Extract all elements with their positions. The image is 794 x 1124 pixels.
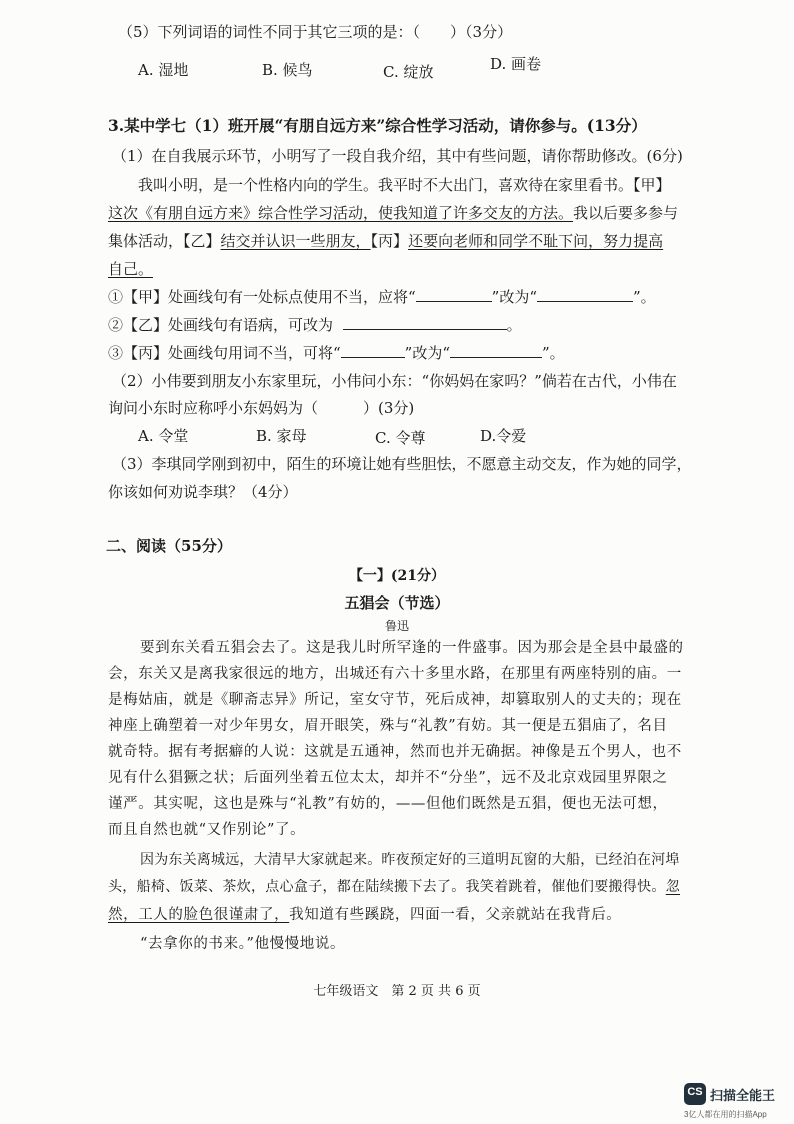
passage-line-3: 是梅姑庙，就是《聊斋志异》所记，室女守节，死后成神，却篡取别人的丈夫的；现在 bbox=[108, 692, 682, 708]
underlined-sentence-yi: 结交并认识一些朋友， bbox=[220, 232, 371, 250]
underlined-sentence-jia: 这次《有朋自远方来》综合性学习活动，使我知道了许多交友的方法。 bbox=[108, 204, 574, 222]
q5-option-a: A. 湿地 bbox=[138, 61, 189, 79]
passage-line-1: 要到东关看五猖会去了。这是我儿时所罕逢的一件盛事。因为那会是全县中最盛的 bbox=[140, 640, 684, 656]
passage-line-12: “去拿你的书来。”他慢慢地说。 bbox=[140, 936, 346, 952]
q5-stem: （5）下列词语的词性不同于其它三项的是：（ ）（3分） bbox=[118, 23, 513, 41]
self-intro-line-1: 我叫小明，是一个性格内向的学生。我平时不大出门，喜欢待在家里看书。【甲】 bbox=[138, 176, 671, 194]
answer-blank-2[interactable] bbox=[343, 315, 507, 330]
answer-blank-3b[interactable] bbox=[450, 343, 542, 358]
fix-item-2: ②【乙】处画线句有语病，可改为 。 bbox=[108, 316, 522, 334]
marker-bing: 【丙】 bbox=[370, 232, 409, 250]
self-intro-line-2: 这次《有朋自远方来》综合性学习活动，使我知道了许多交友的方法。我以后要多参与 bbox=[108, 204, 679, 222]
page-footer: 七年级语文 第 2 页 共 6 页 bbox=[313, 984, 481, 999]
q3-option-a: A. 令堂 bbox=[138, 427, 189, 445]
fix-item-3: ③【丙】处画线句用词不当，可将“ ”改为“ ”。 bbox=[108, 344, 565, 362]
underlined-sentence-bing: 还要向老师和同学不耻下问，努力提高 bbox=[408, 232, 664, 250]
camscanner-logo-icon: CS bbox=[684, 1083, 706, 1105]
passage-line-11: 然，工人的脸色很谨肃了，我知道有些蹊跷，四面一看，父亲就站在我背后。 bbox=[108, 907, 622, 923]
reading-part-label: 【一】(21分） bbox=[348, 568, 446, 584]
passage-line-2: 会，东关又是离我家很远的地方，出城还有六十多里水路，在那里有两座特别的庙。一 bbox=[108, 666, 682, 682]
q3-option-c: C. 令尊 bbox=[375, 429, 426, 447]
passage-line-5: 就奇特。据有考据癖的人说：这就是五通神，然而也并无确据。神像是五个男人，也不 bbox=[108, 744, 682, 760]
self-intro-line-4: 自己。 bbox=[108, 260, 154, 278]
reading-section-heading: 二、阅读（55分） bbox=[106, 537, 232, 555]
passage-author: 鲁迅 bbox=[384, 619, 409, 633]
passage-title: 五猖会（节选） bbox=[344, 594, 450, 612]
passage-line-7: 谨严。其实呢，这也是殊与“礼教”有妨的，——但他们既然是五猖，便也无法可想， bbox=[108, 796, 668, 812]
q5-option-b: B. 候鸟 bbox=[262, 61, 313, 79]
q3-heading: 3.某中学七（1）班开展“有朋自远方来”综合性学习活动，请你参与。(13分） bbox=[108, 116, 647, 135]
q5-option-c: C. 绽放 bbox=[383, 63, 434, 81]
q3-part3-line-1: （3）李琪同学刚到初中，陌生的环境让她有些胆怯，不愿意主动交友，作为她的同学， bbox=[112, 455, 692, 473]
q3-option-d: D.令爱 bbox=[480, 427, 527, 445]
q3-part2-line-2: 询问小东时应称呼小东妈妈为（ ）(3分) bbox=[108, 399, 415, 417]
marker-yi: 【乙】 bbox=[183, 232, 221, 250]
answer-blank-3a[interactable] bbox=[341, 343, 405, 358]
q3-part3-line-2: 你该如何劝说李琪？（4分） bbox=[108, 483, 298, 501]
answer-blank-1b[interactable] bbox=[537, 287, 633, 302]
passage-line-10: 头，船椅、饭菜、茶炊，点心盒子，都在陆续搬下去了。我笑着跳着，催他们要搬得快。忽 bbox=[108, 879, 681, 895]
q3-part1-stem: （1）在自我展示环节，小明写了一段自我介绍，其中有些问题，请你帮助修改。(6分) bbox=[112, 147, 683, 165]
scanner-tagline: 3亿人都在用的扫描App bbox=[684, 1110, 767, 1119]
scanner-watermark bbox=[684, 1083, 794, 1124]
answer-blank-1a[interactable] bbox=[416, 287, 492, 302]
q3-part2-line-1: （2）小伟要到朋友小东家里玩，小伟问小东：“你妈妈在家吗？”倘若在古代，小伟在 bbox=[112, 372, 677, 390]
q5-option-d: D. 画卷 bbox=[490, 55, 542, 73]
self-intro-line-3: 集体活动，【乙】结交并认识一些朋友，【丙】还要向老师和同学不耻下问，努力提高 bbox=[108, 232, 664, 250]
fix-item-1: ①【甲】处画线句有一处标点使用不当，应将“ ”改为“ ”。 bbox=[108, 288, 656, 306]
q3-option-b: B. 家母 bbox=[256, 427, 307, 445]
passage-line-6: 见有什么猖獗之状；后面列坐着五位太太，却并不“分坐”，远不及北京戏园里界限之 bbox=[108, 770, 668, 786]
passage-line-8: 而且自然也就“又作别论”了。 bbox=[108, 822, 306, 838]
passage-line-4: 神座上确塑着一对少年男女，眉开眼笑，殊与“礼教”有妨。其一便是五猖庙了，名目 bbox=[108, 718, 668, 734]
passage-line-9: 因为东关离城远，大清早大家就起来。昨夜预定好的三道明瓦窗的大船，已经泊在河埠 bbox=[140, 852, 680, 868]
underlined-passage-sentence: 然，工人的脸色很谨肃了， bbox=[108, 907, 290, 923]
scanner-app-name: 扫描全能王 bbox=[710, 1088, 776, 1103]
